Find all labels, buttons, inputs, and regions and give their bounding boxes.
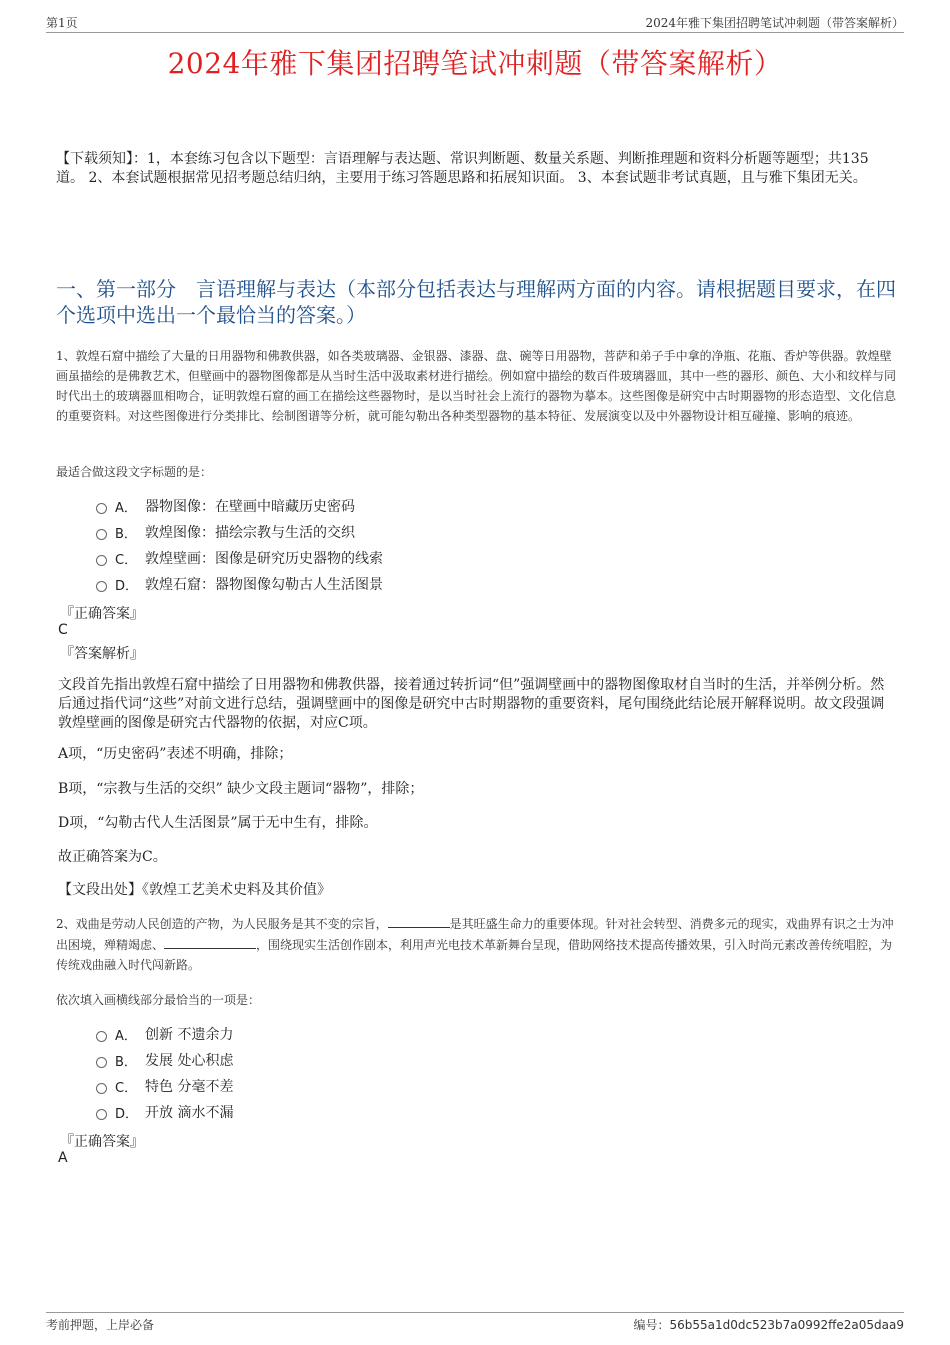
question-1-passage: 1、敦煌石窟中描绘了大量的日用器物和佛教供器，如各类玻璃器、金银器、漆器、盘、碗等日用器物，菩萨和弟子手中拿的净瓶、花瓶、香炉等供器。敦煌壁画虽描绘的是佛教艺术，但壁画中的器物图像都是从当时生活中汲取素材进行描绘。例如窟中描绘的数百件玻璃器皿，其中一些的器形、颜色、大小和纹样与同时代出土的玻璃器皿相吻合，证明敦煌石窟的画工在描绘这些器物时，是以当时社会上流行的器物为摹本。这些图像是研究中古时期器物的形态造型、文化信息的重要资料。对这些图像进行分类排比、绘制图谱等分析，就可能勾勒出各种类型器物的基本特征、发展演变以及中外器物设计相互碰撞、影响的痕迹。 [56, 349, 897, 423]
radio-button[interactable] [96, 529, 107, 540]
question-1-prompt: 最适合做这段文字标题的是： [56, 465, 213, 479]
option-d[interactable] [96, 1099, 233, 1125]
passage-text: 2、戏曲是劳动人民创造的产物，为人民服务是其不变的宗旨， [56, 917, 388, 931]
option-letter: C． [115, 552, 138, 568]
option-b[interactable] [96, 1047, 233, 1073]
radio-button[interactable] [96, 1057, 107, 1068]
analysis-option-b: B项，“宗教与生活的交织” 缺少文段主题词“器物”，排除； [58, 781, 424, 797]
option-text: 敦煌石窟：器物图像勾勒古人生活图景 [145, 577, 383, 593]
header-doc-title: 2024年雅下集团招聘笔试冲刺题（带答案解析） [645, 16, 904, 30]
option-text: 敦煌图像：描绘宗教与生活的交织 [145, 525, 355, 541]
option-text: 发展 处心积虑 [145, 1053, 234, 1069]
option-text: 器物图像：在壁画中暗藏历史密码 [145, 499, 355, 515]
radio-button[interactable] [96, 581, 107, 592]
option-letter: D． [115, 578, 139, 594]
option-text: 特色 分毫不差 [145, 1079, 234, 1095]
radio-button[interactable] [96, 503, 107, 514]
code-value: 56b55a1d0dc523b7a0992ffe2a05daa9 [669, 1318, 904, 1332]
correct-answer: A [58, 1150, 68, 1166]
question-2-options [96, 1021, 233, 1125]
document-title: 2024年雅下集团招聘笔试冲刺题（带答案解析） [167, 47, 783, 80]
radio-button[interactable] [96, 1083, 107, 1094]
option-letter: A． [115, 1028, 137, 1044]
option-text: 敦煌壁画：图像是研究历史器物的线索 [145, 551, 383, 567]
code-label: 编号： [633, 1318, 670, 1332]
option-a[interactable] [96, 1021, 233, 1047]
option-letter: A． [115, 500, 137, 516]
option-a[interactable] [96, 493, 383, 519]
answer-label: 『正确答案』 [60, 1134, 144, 1150]
analysis-conclusion: 故正确答案为C。 [58, 849, 167, 865]
option-text: 开放 滴水不漏 [145, 1105, 234, 1121]
option-letter: C． [115, 1080, 138, 1096]
option-text: 创新 不遗余力 [145, 1027, 234, 1043]
analysis-summary: 文段首先指出敦煌石窟中描绘了日用器物和佛教供器，接着通过转折词“但”强调壁画中的器物图像取材自当时的生活，并举例分析。然后通过指代词“这些”对前文进行总结，强调壁画中的图像是研究中古时期器物的重要资料，尾句围绕此结论展开解释说明。故文段强调敦煌壁画的图像是研究古代器物的依据，对应C项。 [58, 677, 885, 731]
section-heading: 一、第一部分 言语理解与表达（本部分包括表达与理解两方面的内容。请根据题目要求，在四个选项中选出一个最恰当的答案。） [56, 277, 896, 327]
passage-source: 【文段出处】《敦煌工艺美术史料及其价值》 [58, 882, 331, 898]
analysis-label: 『答案解析』 [60, 646, 144, 662]
radio-button[interactable] [96, 555, 107, 566]
question-2-prompt: 依次填入画横线部分最恰当的一项是： [56, 993, 261, 1007]
question-2-passage [56, 913, 896, 975]
passage-text: ，围绕现实生活创作剧本，利用声光电技术革新舞台呈现，借助网络技术提高传播效果，引入时尚元素改善传统唱腔，为传统戏曲融入时代闯新路。 [56, 938, 893, 972]
option-letter: B． [115, 526, 137, 542]
page-header [46, 14, 904, 33]
page-footer [46, 1312, 904, 1332]
fill-blank-2[interactable] [164, 934, 256, 949]
download-notice: 【下载须知】：1，本套练习包含以下题型：言语理解与表达题、常识判断题、数量关系题、判断推理题和资料分析题等题型；共135道。 2、本套试题根据常见招考题总结归纳，主要用于练习答题思路和拓展知识面。 3、本套试题非考试真题，且与雅下集团无关。 [56, 151, 869, 186]
document-code [633, 1316, 904, 1333]
correct-answer: C [58, 622, 68, 638]
question-1-options [96, 493, 383, 597]
answer-label: 『正确答案』 [60, 606, 144, 622]
fill-blank-1[interactable] [388, 913, 450, 928]
option-letter: B． [115, 1054, 137, 1070]
option-c[interactable] [96, 1073, 233, 1099]
analysis-option-a: A项，“历史密码”表述不明确，排除； [58, 746, 293, 762]
footer-slogan: 考前押题，上岸必备 [46, 1318, 155, 1332]
option-b[interactable] [96, 519, 383, 545]
page-number: 第1页 [46, 16, 78, 30]
radio-button[interactable] [96, 1109, 107, 1120]
radio-button[interactable] [96, 1031, 107, 1042]
option-d[interactable] [96, 571, 383, 597]
option-c[interactable] [96, 545, 383, 571]
passage-text: 是其旺盛生命力的重要体现。针对社会转型、消费多元的现实，戏曲界有识之士为冲出困境，殚精竭虑、 [56, 917, 894, 952]
option-letter: D． [115, 1106, 139, 1122]
analysis-option-d: D项，“勾勒古代人生活图景”属于无中生有，排除。 [58, 815, 378, 831]
